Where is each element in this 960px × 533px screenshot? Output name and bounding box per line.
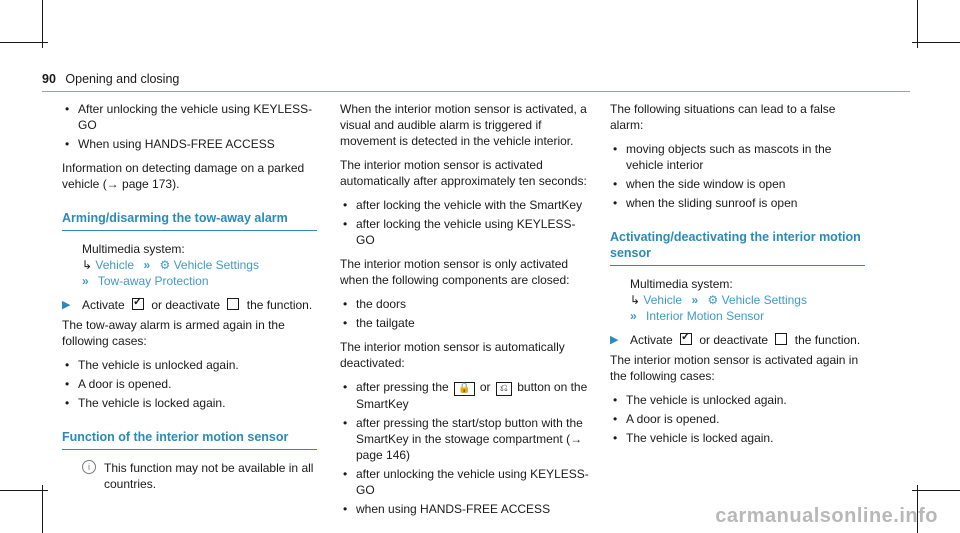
menu-item-tow-away-protection[interactable]: Tow-away Protection [97, 274, 209, 288]
info-text: Information on detecting damage on a parked vehicle (→ page 173). [62, 161, 305, 191]
menu-path [82, 273, 317, 289]
return-arrow-icon: ↳ [82, 258, 93, 272]
double-chevron-icon: » [82, 274, 89, 288]
crop-mark [912, 42, 960, 43]
crop-mark [912, 490, 960, 491]
crop-mark [42, 0, 43, 48]
paragraph: The interior motion sensor is activated automatically after approximately ten seconds: [340, 158, 587, 188]
column-1 [62, 101, 317, 492]
section-title-activating-sensor: Activating/deactivating the interior motion sensor [610, 229, 865, 266]
instruction-step: ▶ Activate ✓ or deactivate the function. [62, 297, 317, 313]
list-item: • the doors [340, 296, 590, 312]
list-item: • after locking the vehicle with the SmartKey [340, 197, 590, 213]
menu-item-vehicle-settings[interactable]: Vehicle Settings [173, 258, 259, 272]
menu-item-vehicle[interactable]: Vehicle [95, 258, 135, 272]
activation-cases [610, 392, 865, 446]
paragraph: The interior motion sensor is automatically deactivated: [340, 340, 565, 370]
menu-item-vehicle[interactable]: Vehicle [643, 293, 683, 307]
list-item: • after unlocking the vehicle using KEYLESS-GO [340, 466, 590, 498]
list-item: • when the sliding sunroof is open [610, 195, 865, 211]
tailgate-button-icon: ⎌ [496, 382, 512, 396]
column-2 [340, 101, 590, 525]
list-item: • A door is opened. [62, 376, 317, 392]
list-item: • The vehicle is locked again. [62, 395, 317, 411]
section-title-interior-sensor: Function of the interior motion sensor [62, 429, 317, 450]
section-title-tow-away: Arming/disarming the tow-away alarm [62, 210, 317, 231]
list-item: • The vehicle is locked again. [610, 430, 865, 446]
lock-button-icon: 🔒 [454, 382, 474, 396]
list-item: • after pressing the start/stop button with the SmartKey in the stowage compartment (→ page 146) [340, 415, 590, 463]
menu-path [82, 257, 317, 273]
armed-text: The tow-away alarm is armed again in the following cases: [62, 318, 285, 348]
double-chevron-icon: » [630, 309, 637, 323]
menu-item-vehicle-settings[interactable]: Vehicle Settings [721, 293, 807, 307]
list-item: • after pressing the 🔒 or ⎌ button on the SmartKey [340, 379, 590, 412]
empty-box-icon [227, 298, 239, 310]
header-rule [42, 91, 910, 92]
instruction-step: ▶ Activate ✓ or deactivate the function. [610, 332, 865, 348]
paragraph: The following situations can lead to a false alarm: [610, 102, 836, 132]
note-text: This function may not be available in all countries. [104, 461, 314, 491]
system-label: Multimedia system: [630, 277, 733, 291]
menu-path [630, 292, 865, 308]
play-step-icon: ▶ [62, 299, 71, 311]
crop-mark [0, 42, 48, 43]
crop-mark [42, 485, 43, 533]
car-settings-icon: ⚙ [159, 258, 171, 272]
paragraph: The interior motion sensor is only activated when the following components are closed: [340, 257, 570, 287]
activation-text: The interior motion sensor is activated again in the following cases: [610, 353, 859, 383]
menu-item-interior-motion-sensor[interactable]: Interior Motion Sensor [646, 309, 765, 323]
column-3 [610, 101, 865, 454]
intro-list [62, 101, 317, 152]
tow-away-menu [62, 241, 317, 289]
empty-box-icon [775, 333, 787, 345]
list-item: • The vehicle is unlocked again. [610, 392, 865, 408]
list-item: • A door is opened. [610, 411, 865, 427]
checked-box-icon [132, 298, 144, 310]
info-icon: i [82, 460, 96, 474]
return-arrow-icon: ↳ [630, 293, 641, 307]
auto-activate-list [340, 197, 590, 248]
deactivate-list [340, 379, 590, 517]
section-name: Opening and closing [65, 72, 180, 86]
list-item: • after locking the vehicle using KEYLESS-GO [340, 216, 590, 248]
watermark: carmanualsonline.info [715, 505, 938, 527]
double-chevron-icon: » [691, 293, 699, 307]
note [62, 460, 317, 492]
double-chevron-icon: » [143, 258, 151, 272]
list-item: • moving objects such as mascots in the vehicle interior [610, 141, 865, 173]
play-step-icon: ▶ [610, 334, 619, 346]
system-label: Multimedia system: [82, 242, 185, 256]
car-settings-icon: ⚙ [707, 293, 719, 307]
list-item: • the tailgate [340, 315, 590, 331]
crop-mark [0, 490, 48, 491]
page-number: 90 [42, 72, 56, 86]
list-item: • After unlocking the vehicle using KEYLESS-GO [62, 101, 317, 133]
armed-cases [62, 357, 317, 411]
crop-mark [917, 0, 918, 48]
list-item: • when using HANDS-FREE ACCESS [340, 501, 590, 517]
false-alarm-list [610, 141, 865, 211]
list-item: • when the side window is open [610, 176, 865, 192]
sensor-menu [610, 276, 865, 324]
checked-box-icon [680, 333, 692, 345]
list-item: • The vehicle is unlocked again. [62, 357, 317, 373]
page-header [42, 72, 179, 86]
list-item: • When using HANDS-FREE ACCESS [62, 136, 317, 152]
closed-list [340, 296, 590, 331]
paragraph: When the interior motion sensor is activated, a visual and audible alarm is triggered if movement is detected in the vehicle interior. [340, 102, 587, 148]
menu-path [630, 308, 865, 324]
